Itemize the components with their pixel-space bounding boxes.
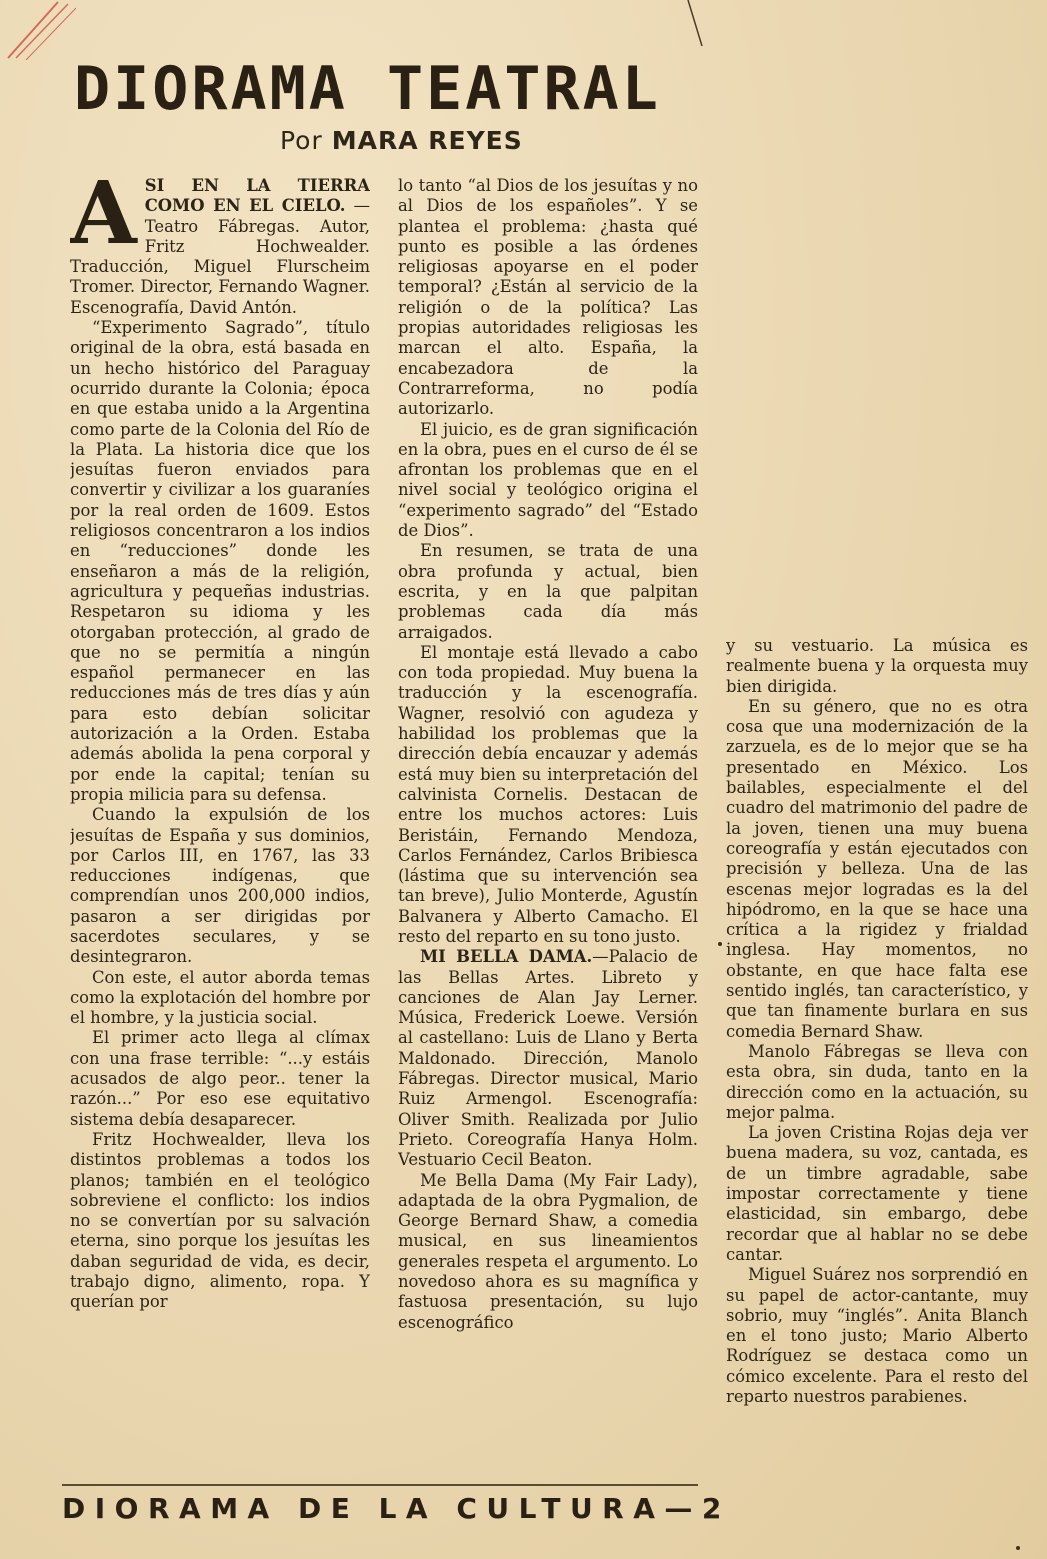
paragraph: El montaje está llevado a cabo con toda propiedad. Muy buena la traducción y la escenografía. Wagner, resolvió con agudeza y habilidad los problemas que la dirección debía encauzar y además está muy bien su interpretación del calvinista Cornelis. Destacan de entre los muchos actores: Luis Beristáin, Fernando Mendoza, Carlos Fernández, Carlos Bribiesca (lástima que su intervención sea tan breve), Julio Monterde, Agustín Balvanera y Alberto Camacho. El resto del reparto en su tono justo. [398,642,698,946]
red-pencil-mark-icon [6,0,76,60]
article-column-3 [726,636,1028,1536]
author-name: MARA REYES [331,126,523,155]
paragraph: Fritz Hochwealder, lleva los distintos problemas a todos los planos; también en el teológico sobreviene el conflicto: los indios no se convertían por su salvación eterna, sino porque los jesuítas les daban seguridad de vida, es decir, trabajo digno, alimento, ropa. Y querían por [70,1129,370,1312]
article-title: DIORAMA TEATRAL [74,54,661,124]
paragraph-text: —Palacio de las Bellas Artes. Libreto y canciones de Alan Jay Lerner. Música, Frederick Loewe. Versión al castellano: Luis de Llano y Berta Maldonado. Dirección, Manolo Fábregas. Director musical, Mario Ruiz Armengol. Escenografía: Oliver Smith. Realizada por Julio Prieto. Coreografía Hanya Holm. Vestuario Cecil Beaton. [398,947,698,1170]
play-title-heading: SI EN LA TIERRA COMO EN EL CIELO. [144,176,370,216]
paragraph [398,947,698,1170]
ink-speck-icon [1016,1546,1020,1550]
drop-cap: A [70,176,137,264]
pen-stroke-mark-icon [686,0,706,60]
paragraph: En resumen, se trata de una obra profunda y actual, bien escrita, y en la que palpitan problemas cada día más arraigados. [398,541,698,642]
paragraph: y su vestuario. La música es realmente buena y la orquesta muy bien dirigida. [726,636,1028,696]
paragraph: lo tanto “al Dios de los jesuítas y no al Dios de los españoles”. Y se plantea el problema: ¿hasta qué punto es posible a las órdenes religiosas apoyarse en el poder temporal? ¿Están al servicio de la religión o de la política? Las propias autoridades religiosas les marcan el alto. España, la encabezadora de la Contrarreforma, no podía autorizarlo. [398,176,698,419]
paragraph [70,176,370,318]
page-footer: DIORAMA DE LA CULTURA—2 [62,1492,731,1525]
paragraph: Me Bella Dama (My Fair Lady), adaptada de la obra Pygmalion, de George Bernard Shaw, a comedia musical, en sus lineamientos generales respeta el argumento. Lo novedoso ahora es su magnífica y fastuosa presentación, su lujo escenográfico [398,1170,698,1332]
paragraph: Con este, el autor aborda temas como la explotación del hombre por el hombre, y la justicia social. [70,967,370,1028]
paragraph: El juicio, es de gran significación en la obra, pues en el curso de él se afrontan los problemas que en el nivel social y teológico origina el “experimento sagrado” del “Estado de Dios”. [398,419,698,541]
article-byline [280,126,640,155]
article-column-2 [398,176,698,1488]
paragraph: Cuando la expulsión de los jesuítas de España y sus dominios, por Carlos III, en 1767, las 33 reducciones indígenas, que comprendían unos 200,000 indios, pasaron a ser dirigidas por sacerdotes seculares, y se desintegraron. [70,805,370,967]
paragraph-text: — Teatro Fábregas. Autor, Fritz Hochwealder. Traducción, Miguel Flurscheim Tromer. Director, Fernando Wagner. Escenografía, David Antón. [70,196,370,317]
footer-rule [62,1484,698,1486]
byline-prefix: Por [280,126,323,155]
paragraph: La joven Cristina Rojas deja ver buena madera, su voz, cantada, es de un timbre agradable, sabe impostar correctamente y tiene elasticidad, sin embargo, debe recordar que al hablar no se debe cantar. [726,1123,1028,1264]
article-column-1 [70,176,370,1488]
paragraph: El primer acto llega al clímax con una frase terrible: “...y estáis acusados de algo peor.. tener la razón...” Por eso ese equitativo sistema debía desaparecer. [70,1028,370,1129]
paragraph: Miguel Suárez nos sorprendió en su papel de actor-cantante, muy sobrio, muy “inglés”. Anita Blanch en el tono justo; Mario Alberto Rodríguez se destaca como un cómico excelente. Para el resto del reparto nuestros parabienes. [726,1265,1028,1406]
paragraph: Manolo Fábregas se lleva con esta obra, sin duda, tanto en la dirección como en la actuación, su mejor palma. [726,1041,1028,1122]
ink-speck-icon [718,942,722,946]
paragraph: “Experimento Sagrado”, título original de la obra, está basada en un hecho histórico del Paraguay ocurrido durante la Colonia; época en que estaba unido a la Argentina como parte de la Colonia del Río de la Plata. La historia dice que los jesuítas fueron enviados para convertir y civilizar a los guaraníes por la real orden de 1609. Estos religiosos concentraron a los indios en “reducciones” donde les enseñaron a más de la religión, agricultura y pequeñas industrias. Respetaron su idioma y les otorgaban protección, al grado de que no se permitía a ningún español permanecer en las reducciones más de tres días y aún para esto debían solicitar autorización a la Orden. Estaba además abolida la pena corporal y por ende la capital; tenían su propia milicia para su defensa. [70,318,370,804]
paragraph: En su género, que no es otra cosa que una modernización de la zarzuela, es de lo mejor que se ha presentado en México. Los bailables, especialmente el del cuadro del matrimonio del padre de la joven, tienen una muy buena coreografía y están ejecutados con precisión y belleza. Una de las escenas mejor logradas es la del hipódromo, en la que se hace una crítica a la rigidez y frialdad inglesa. Hay momentos, no obstante, en que hace falta ese sentido inglés, tan característico, y que tan finamente burlara en sus comedia Bernard Shaw. [726,696,1028,1041]
play-title-heading: MI BELLA DAMA. [420,947,593,967]
